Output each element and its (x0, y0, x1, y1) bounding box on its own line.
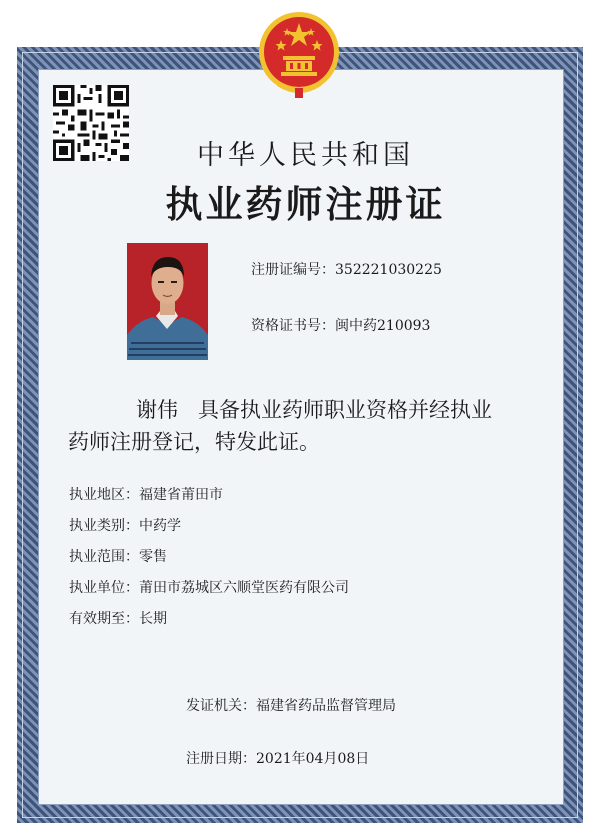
registration-number-value: 352221030225 (335, 262, 442, 278)
detail-label: 执业地区： (69, 487, 139, 503)
issuing-authority (186, 695, 396, 715)
qualification-number-value: 闽中药210093 (335, 318, 431, 334)
detail-value: 中药学 (139, 518, 181, 534)
national-emblem-icon (257, 10, 341, 100)
registration-number-label: 注册证编号： (251, 262, 335, 278)
detail-value: 零售 (139, 549, 167, 565)
detail-value: 莆田市荔城区六顺堂医药有限公司 (139, 580, 349, 596)
issuer-value: 福建省药品监督管理局 (256, 698, 396, 714)
certificate-title: 执业药师注册证 (165, 183, 446, 226)
detail-label: 执业范围： (69, 549, 139, 565)
detail-row-scope (69, 546, 167, 566)
detail-label: 执业类别： (69, 518, 139, 534)
statement-line-2: 药师注册登记，特发此证。 (68, 430, 320, 454)
certificate-country: 中华人民共和国 (197, 140, 414, 171)
holder-name: 谢伟 (136, 398, 178, 422)
detail-row-employer (69, 577, 349, 597)
id-photo (127, 243, 208, 360)
qualification-number (251, 315, 430, 335)
detail-row-category (69, 515, 181, 535)
issuer-label: 发证机关： (186, 698, 256, 714)
detail-value: 长期 (139, 611, 167, 627)
detail-row-region (69, 484, 223, 504)
detail-label: 执业单位： (69, 580, 139, 596)
detail-value: 福建省莆田市 (139, 487, 223, 503)
date-value: 2021年04月08日 (256, 751, 370, 767)
certificate-statement (68, 394, 546, 458)
date-label: 注册日期： (186, 751, 256, 767)
qualification-number-label: 资格证书号： (251, 318, 335, 334)
detail-label: 有效期至： (69, 611, 139, 627)
registration-number (251, 259, 442, 279)
registration-date (186, 748, 369, 768)
statement-line-1: 具备执业药师职业资格并经执业 (198, 398, 492, 422)
detail-row-validity (69, 608, 167, 628)
